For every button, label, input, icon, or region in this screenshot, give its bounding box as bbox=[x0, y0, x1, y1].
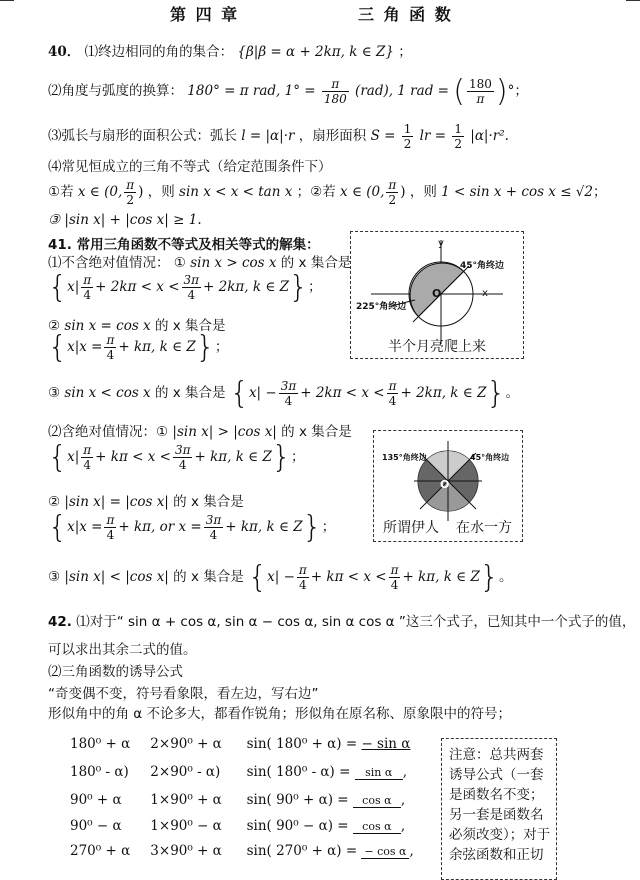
row-multiple: 1×90⁰ − α bbox=[150, 818, 222, 834]
paren-open: ( bbox=[453, 74, 465, 109]
fig1-y-label: y bbox=[438, 238, 444, 249]
s40-p41-b: x ∈ (0, bbox=[77, 184, 123, 200]
set-pre: x|x = bbox=[67, 519, 103, 535]
row-angle: 180⁰ + α bbox=[70, 736, 131, 752]
set-end: 。 bbox=[505, 385, 520, 401]
row-multiple: 2×90⁰ + α bbox=[150, 736, 222, 752]
s42-line1 bbox=[48, 610, 635, 630]
brace-open: { bbox=[48, 510, 68, 545]
s40-p1-label: ⑴终边相同的角的集合： bbox=[84, 44, 234, 60]
fig1-label-45: 45°角终边 bbox=[460, 261, 505, 271]
s40-line1 bbox=[48, 40, 412, 60]
s40-p41-l: ； bbox=[593, 184, 607, 200]
s40-number: 40． bbox=[48, 44, 81, 60]
set-frac2 bbox=[182, 273, 202, 302]
set-end: ； bbox=[214, 339, 229, 355]
row-lhs: sin( 90⁰ − α) = bbox=[246, 818, 349, 834]
s40-p4: ⑷常见恒成立的三角不等式（给定范围条件下） bbox=[48, 159, 332, 175]
s42-p3: “奇变偶不变，符号看象限，看左边，写右边” bbox=[48, 686, 319, 702]
row-rhs: cos α bbox=[353, 794, 401, 808]
s40-p41-e: ，则 bbox=[147, 184, 175, 200]
row-lhs: sin( 180⁰ + α) = bbox=[246, 736, 358, 752]
frac-den: 4 bbox=[209, 528, 218, 542]
s41-b2-line bbox=[48, 490, 244, 510]
s41-b3-line bbox=[48, 560, 512, 595]
s40-p41-g: ；②若 bbox=[296, 184, 336, 200]
note-line: 是函数名不变； bbox=[449, 787, 544, 803]
s40-p41-f: sin x < x < tan x bbox=[179, 184, 293, 200]
s40-p41-i: ) bbox=[400, 184, 406, 200]
brace-open: { bbox=[248, 560, 268, 595]
fig2-caption1: 所谓伊人 bbox=[383, 520, 439, 536]
s40-p2-frac bbox=[322, 77, 349, 106]
set-pre: x| − bbox=[248, 385, 277, 401]
s41-a-label: ⑴不含绝对值情况： bbox=[48, 255, 170, 271]
frac-num: π bbox=[83, 273, 92, 287]
brace-close: } bbox=[486, 376, 506, 411]
fig1-label-225: 225°角终边 bbox=[356, 302, 407, 312]
s40-p3-half2 bbox=[452, 122, 464, 151]
brace-close: } bbox=[479, 560, 499, 595]
s41-a3-lead: ③ bbox=[48, 385, 61, 401]
s41-a2-tail: 的 x 集合是 bbox=[154, 318, 226, 334]
set-end: ； bbox=[321, 519, 336, 535]
s40-p3-e: |α|·r². bbox=[470, 128, 509, 144]
s41-b-label: ⑵含绝对值情况：① bbox=[48, 424, 169, 440]
set-frac1 bbox=[279, 379, 299, 408]
row-lhs: sin( 270⁰ + α) = bbox=[246, 843, 358, 859]
s40-p2-frac2 bbox=[467, 77, 494, 106]
frac-num: π bbox=[322, 77, 349, 92]
s40-p3-c: S = bbox=[370, 128, 396, 144]
s41-a2-set bbox=[48, 330, 228, 365]
note-line: 诱导公式（一套 bbox=[449, 767, 544, 783]
s40-p41-h: x ∈ (0, bbox=[340, 184, 385, 200]
paren-close: ) bbox=[495, 74, 508, 109]
set-end: 。 bbox=[498, 569, 513, 585]
frac-den: 2 bbox=[403, 137, 412, 151]
row-multiple: 1×90⁰ + α bbox=[150, 792, 222, 808]
frac-num: π bbox=[83, 443, 92, 457]
set-post: + 2kπ, k ∈ Z bbox=[400, 385, 487, 401]
frac-den: 4 bbox=[178, 458, 187, 472]
set-mid: + 2kπ < x < bbox=[300, 385, 385, 401]
s40-p2-b: (rad), 1 rad = bbox=[355, 83, 449, 99]
frac-den: 4 bbox=[388, 394, 397, 408]
fig1-caption: 半个月亮爬上来 bbox=[388, 339, 486, 355]
fig2-label-135: 135°角终边 bbox=[382, 453, 427, 462]
s41-a3-line bbox=[48, 376, 519, 411]
s40-p41-k: 1 < sin x + cos x ≤ √2 bbox=[441, 184, 593, 200]
s41-a3-tail: 的 x 集合是 bbox=[154, 385, 226, 401]
chapter-topic: 三 角 函 数 bbox=[358, 5, 453, 24]
frac-den: 180 bbox=[323, 92, 347, 106]
set-frac bbox=[104, 333, 116, 362]
set-post: + 2kπ, k ∈ Z bbox=[203, 279, 290, 295]
set-frac2 bbox=[387, 379, 399, 408]
set-mid: + 2kπ < x < bbox=[95, 279, 180, 295]
s41-b2-tail: 的 x 集合是 bbox=[173, 494, 244, 510]
header-rule-left bbox=[0, 0, 14, 2]
s42-number: 42. bbox=[48, 614, 72, 630]
row-multiple: 2×90⁰ - α) bbox=[150, 764, 221, 780]
s41-a3-cond: sin x < cos x bbox=[64, 385, 151, 401]
frac-den: 4 bbox=[299, 578, 307, 592]
frac-num: 180 bbox=[468, 77, 492, 91]
s40-p3-d: lr = bbox=[419, 128, 447, 144]
formula-row: 90⁰ − α 1×90⁰ − α sin( 90⁰ − α) = cos α , bbox=[70, 818, 406, 834]
frac-num: 3π bbox=[205, 513, 222, 527]
s41-a2-cond: sin x = cos x bbox=[64, 318, 151, 334]
set-frac2 bbox=[204, 513, 224, 542]
frac-den: 4 bbox=[83, 458, 92, 472]
frac-den: 2 bbox=[126, 193, 135, 207]
fig2-origin: O bbox=[440, 478, 450, 491]
s40-p4-3: ③ |sin x| + |cos x| ≥ 1. bbox=[48, 212, 202, 228]
s40-p41-c: ) bbox=[138, 184, 144, 200]
note-line: 注意：总共两套 bbox=[449, 747, 544, 763]
frac-num: π bbox=[106, 513, 115, 527]
frac-den: 4 bbox=[187, 288, 196, 302]
s41-b1-line bbox=[48, 420, 352, 440]
frac-num: π bbox=[298, 563, 307, 577]
formula-row: 270⁰ + α 3×90⁰ + α sin( 270⁰ + α) = − cos α , bbox=[70, 843, 414, 859]
formula-row bbox=[70, 736, 410, 752]
frac-den: 4 bbox=[284, 394, 293, 408]
frac-den: 4 bbox=[106, 528, 115, 542]
s40-line3 bbox=[48, 122, 509, 151]
set-frac2 bbox=[389, 563, 401, 592]
s41-b1-set bbox=[48, 440, 304, 475]
s40-p3-arc: l = |α|·r bbox=[241, 128, 295, 144]
s42-p2: ⑵三角函数的诱导公式 bbox=[48, 664, 183, 680]
s40-p2-label: ⑵角度与弧度的换算： bbox=[48, 83, 183, 99]
frac-den: π bbox=[476, 92, 485, 106]
fig1-x-label: x bbox=[482, 288, 488, 299]
row-lhs: sin( 180⁰ - α) = bbox=[246, 764, 351, 780]
row-rhs: − cos α bbox=[361, 845, 409, 859]
s42-p1: ⑴对于“ sin α + cos α, sin α − cos α, sin α cos α ”这三个式子，已知其中一个式子的值， bbox=[76, 614, 636, 630]
frac-den: 4 bbox=[83, 288, 92, 302]
s41-b1-tail: 的 x 集合是 bbox=[281, 424, 352, 440]
row-angle: 270⁰ + α bbox=[70, 843, 131, 859]
brace-close: } bbox=[271, 440, 291, 475]
row-angle: 180⁰ - α) bbox=[70, 764, 129, 780]
s41-b3-cond: |sin x| < |cos x| bbox=[64, 569, 169, 585]
set-post: + kπ, k ∈ Z bbox=[225, 519, 303, 535]
set-pre: x| − bbox=[267, 569, 295, 585]
brace-close: } bbox=[302, 510, 322, 545]
s40-p41-frac bbox=[124, 178, 136, 207]
fig2-label-45: 45°角终边 bbox=[470, 453, 510, 462]
s41-b3-tail: 的 x 集合是 bbox=[173, 569, 244, 585]
set-frac2 bbox=[173, 443, 193, 472]
brace-open: { bbox=[48, 330, 68, 365]
set-frac1 bbox=[81, 273, 93, 302]
row-rhs: − sin α bbox=[361, 736, 411, 752]
set-frac1 bbox=[104, 513, 116, 542]
s42-p4: 形似角中的角 α 不论多大，都看作锐角；形似角在原名称、原象限中的符号； bbox=[48, 706, 511, 722]
frac-den: 2 bbox=[454, 137, 462, 151]
s40-p41-frac2 bbox=[386, 178, 398, 207]
brace-open: { bbox=[48, 270, 68, 305]
formula-row: 180⁰ - α) 2×90⁰ - α) sin( 180⁰ - α) = sin α , bbox=[70, 764, 407, 780]
set-end: ； bbox=[308, 279, 322, 295]
s40-p3-b: ，扇形面积 bbox=[298, 128, 367, 144]
set-pre: x|x = bbox=[67, 339, 103, 355]
s41-a1-tail: 的 x 集合是 bbox=[280, 255, 352, 271]
brace-close: } bbox=[289, 270, 309, 305]
row-multiple: 3×90⁰ + α bbox=[150, 843, 222, 859]
s41-a1-lead: ① bbox=[173, 255, 186, 271]
frac-num: 1 bbox=[454, 122, 462, 136]
row-rhs: sin α bbox=[355, 766, 403, 780]
frac-den: 4 bbox=[390, 578, 399, 592]
frac-num: π bbox=[388, 178, 397, 192]
frac-den: 4 bbox=[106, 348, 115, 362]
chapter-title: 第 四 章 bbox=[170, 5, 240, 24]
s40-p1-formula: {β|β = α + 2kπ, k ∈ Z} bbox=[237, 44, 394, 60]
row-rhs: cos α bbox=[353, 820, 401, 834]
s40-p2-end: °； bbox=[507, 83, 528, 99]
set-mid: + kπ < x < bbox=[95, 449, 171, 465]
frac-num: 3π bbox=[174, 443, 191, 457]
s41-b2-lead: ② bbox=[48, 494, 61, 510]
s41-a1-cond: sin x > cos x bbox=[190, 255, 277, 271]
set-post: + kπ, k ∈ Z bbox=[118, 339, 196, 355]
frac-num: π bbox=[106, 333, 115, 347]
frac-num: π bbox=[390, 563, 399, 577]
fig1-origin: O bbox=[432, 287, 442, 300]
frac-num: 3π bbox=[280, 379, 297, 393]
set-post: + kπ, k ∈ Z bbox=[402, 569, 480, 585]
s40-p41-j: ，则 bbox=[409, 184, 437, 200]
s41-title: 41. 常用三角函数不等式及相关等式的解集： bbox=[48, 237, 320, 253]
set-post: + kπ, k ∈ Z bbox=[194, 449, 272, 465]
s40-line2 bbox=[48, 74, 528, 109]
note-line: 另一套是函数名 bbox=[449, 807, 544, 823]
s41-a1-set bbox=[48, 270, 322, 305]
set-pre: x| bbox=[67, 449, 80, 465]
frac-num: 3π bbox=[183, 273, 200, 287]
frac-den: 2 bbox=[388, 193, 397, 207]
s41-b1-cond: |sin x| > |cos x| bbox=[172, 424, 277, 440]
s40-p3-label: ⑶弧长与扇形的面积公式：弧长 bbox=[48, 128, 237, 144]
brace-open: { bbox=[229, 376, 249, 411]
set-frac1 bbox=[297, 563, 309, 592]
s41-b2-set bbox=[48, 510, 335, 545]
s40-p3-half bbox=[402, 122, 414, 151]
fig2-caption2: 在水一方 bbox=[456, 520, 512, 536]
note-line: 余弦函数和正切 bbox=[449, 847, 544, 863]
s40-p1-end: ； bbox=[398, 44, 412, 60]
set-end: ； bbox=[290, 449, 305, 465]
frac-num: π bbox=[388, 379, 397, 393]
set-mid: + kπ, or x = bbox=[118, 519, 202, 535]
s41-b2-cond: |sin x| = |cos x| bbox=[64, 494, 169, 510]
s40-p41-a: ①若 bbox=[48, 184, 74, 200]
note-line: 必须改变）；对于 bbox=[449, 827, 551, 843]
s41-a2-lead: ② bbox=[48, 318, 61, 334]
s41-a1-line bbox=[48, 251, 351, 271]
frac-num: π bbox=[126, 178, 135, 192]
row-angle: 90⁰ + α bbox=[70, 792, 122, 808]
s40-line5 bbox=[48, 178, 607, 207]
brace-open: { bbox=[48, 440, 68, 475]
set-frac1 bbox=[81, 443, 93, 472]
s40-p2-a: 180° = π rad, 1° = bbox=[187, 83, 316, 99]
formula-row: 90⁰ + α 1×90⁰ + α sin( 90⁰ + α) = cos α , bbox=[70, 792, 406, 808]
row-lhs: sin( 90⁰ + α) = bbox=[246, 792, 349, 808]
set-mid: + kπ < x < bbox=[310, 569, 387, 585]
set-pre: x| bbox=[67, 279, 80, 295]
row-angle: 90⁰ − α bbox=[70, 818, 122, 834]
frac-num: 1 bbox=[403, 122, 412, 136]
brace-close: } bbox=[195, 330, 215, 365]
header-rule-right bbox=[626, 0, 640, 2]
s42-p1b: 可以求出其余二式的值。 bbox=[48, 642, 197, 658]
s41-b3-lead: ③ bbox=[48, 569, 61, 585]
note-text bbox=[449, 745, 550, 865]
